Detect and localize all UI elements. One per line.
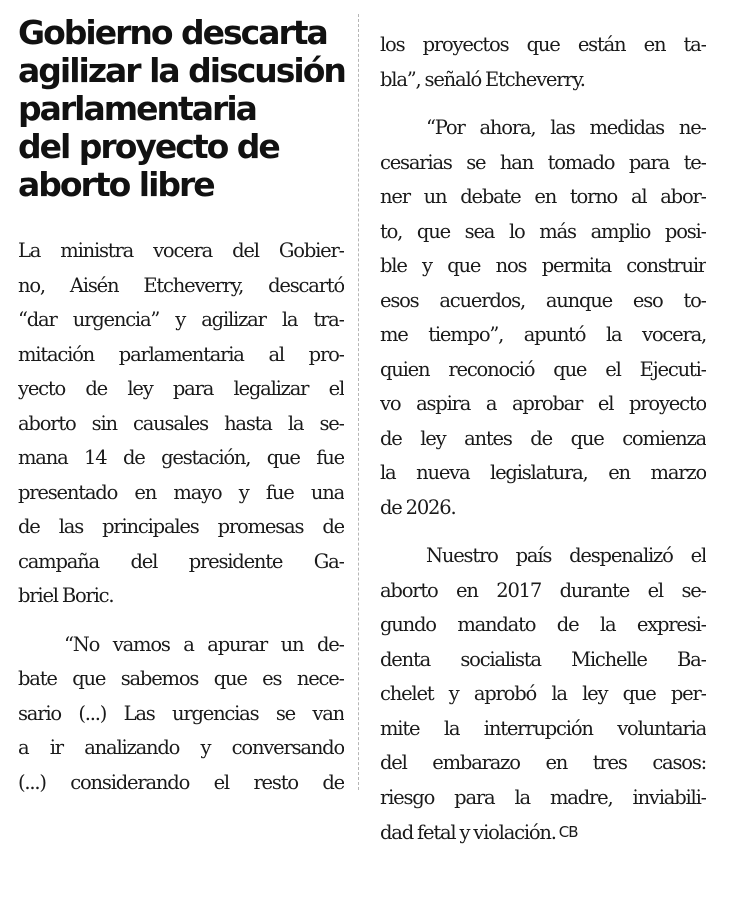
headline-line: parlamentaria (18, 89, 256, 128)
text-line: quien reconoció que el Ejecuti- (380, 357, 706, 381)
text-line: “Por ahora, las medidas ne- (426, 116, 706, 139)
paragraph-intro (18, 234, 344, 614)
headline-line: agilizar la discusión (18, 51, 345, 90)
article-headline (18, 14, 344, 204)
text-line: presentado en mayo y fue una (18, 480, 344, 504)
text-line: campaña del presidente Ga- (18, 549, 344, 573)
text-line: mitación parlamentaria al pro- (18, 342, 344, 366)
text-line: (...) considerando el resto de (18, 770, 344, 794)
text-line: La ministra vocera del Gobier- (18, 239, 344, 262)
text-line: riesgo para la madre, inviabili- (380, 785, 706, 809)
text-line: del embarazo en tres casos: (380, 751, 706, 774)
text-line: ble y que nos permita construir (380, 254, 706, 277)
text-line: bla”, señaló Etcheverry. (380, 67, 585, 91)
text-line: de las principales promesas de (18, 515, 344, 538)
left-column (18, 14, 344, 800)
text-line: aborto sin causales hasta la se- (18, 411, 344, 435)
paragraph-quote-1 (18, 628, 344, 801)
text-line: chelet y aprobó la ley que per- (380, 682, 706, 705)
text-line: Nuestro país despenalizó el (426, 544, 706, 567)
text-line-last (380, 815, 706, 851)
end-of-article-mark: CB (558, 823, 578, 841)
text-line: me tiempo”, apuntó la vocera, (380, 323, 706, 346)
text-line: gundo mandato de la expresi- (380, 613, 706, 636)
text-line: esos acuerdos, aunque eso to- (380, 288, 706, 312)
text-line: yecto de ley para legalizar el (18, 377, 344, 400)
text-line: cesarias se han tomado para te- (380, 150, 706, 174)
text-line: mite la interrupción voluntaria (380, 716, 706, 740)
paragraph-background (380, 539, 706, 851)
text-line: de ley antes de que comienza (380, 426, 706, 450)
text-line: to, que sea lo más amplio posi- (380, 219, 706, 243)
text-line: dad fetal y violación. (380, 821, 556, 844)
paragraph-quote-2 (380, 111, 706, 525)
text-line: la nueva legislatura, en marzo (380, 461, 706, 484)
text-line: de 2026. (380, 495, 456, 519)
text-line: sario (...) Las urgencias se van (18, 701, 344, 725)
paragraph-quote-1-cont (380, 28, 706, 97)
right-column (380, 28, 706, 851)
text-line: ner un debate en torno al abor- (380, 185, 706, 208)
text-line: no, Aisén Etcheverry, descartó (18, 273, 344, 297)
text-line: a ir analizando y conversando (18, 736, 344, 759)
text-line: denta socialista Michelle Ba- (380, 647, 706, 671)
text-line: mana 14 de gestación, que fue (18, 446, 344, 469)
text-line: bate que sabemos que es nece- (18, 667, 344, 690)
text-line: vo aspira a aprobar el proyecto (380, 392, 706, 415)
headline-line: del proyecto de (18, 127, 279, 166)
text-line: “dar urgencia” y agilizar la tra- (18, 308, 344, 331)
text-line: aborto en 2017 durante el se- (380, 578, 706, 602)
headline-line: aborto libre (18, 165, 214, 204)
headline-line: Gobierno descarta (18, 13, 327, 52)
text-line: “No vamos a apurar un de- (64, 632, 344, 656)
text-line: los proyectos que están en ta- (380, 33, 706, 56)
column-divider (358, 14, 360, 790)
text-line: briel Boric. (18, 584, 114, 607)
